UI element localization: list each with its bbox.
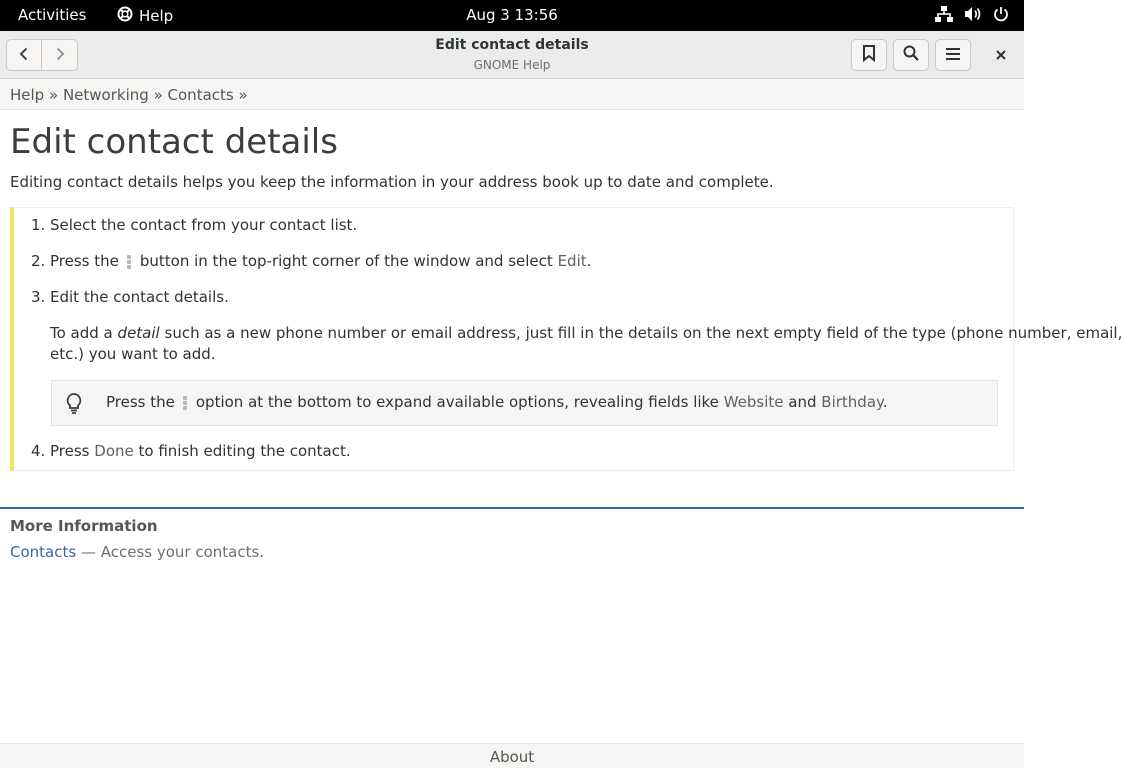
power-icon[interactable]	[993, 6, 1009, 22]
step-number: 1.	[31, 216, 46, 234]
clock-label[interactable]: Aug 3 13:56	[466, 6, 558, 24]
window-subtitle: GNOME Help	[473, 58, 551, 72]
step-number: 2.	[31, 252, 46, 270]
gui-label-birthday: Birthday	[821, 393, 883, 411]
gui-label-edit: Edit	[557, 252, 587, 270]
about-link[interactable]: About	[489, 748, 535, 766]
gui-label-done: Done	[94, 442, 134, 460]
section-divider	[0, 507, 1024, 509]
detail-emphasis: detail	[117, 324, 160, 342]
bookmark-button[interactable]	[851, 39, 887, 71]
lifebuoy-icon	[117, 6, 133, 26]
step-text: Press Done to finish editing the contact.	[50, 442, 351, 460]
contacts-link-description: — Access your contacts.	[80, 543, 265, 561]
kebab-menu-icon	[183, 395, 188, 411]
close-window-button[interactable]	[985, 39, 1017, 71]
network-icon[interactable]	[935, 6, 953, 22]
breadcrumb	[0, 79, 1024, 110]
breadcrumb-separator: »	[238, 86, 248, 104]
breadcrumb-link-help[interactable]: Help	[10, 86, 45, 104]
tip-note	[51, 380, 998, 426]
intro-paragraph: Editing contact details helps you keep the information in your address book up to date and complete.	[10, 173, 774, 191]
bookmark-icon	[862, 45, 876, 65]
main-menu-button[interactable]	[935, 39, 971, 71]
app-name-label: Help	[139, 7, 174, 25]
search-button[interactable]	[893, 39, 929, 71]
step-number: 4.	[31, 442, 46, 460]
window-title: Edit contact details	[435, 37, 589, 53]
step-text: Edit the contact details.	[50, 288, 229, 306]
gui-label-website: Website	[723, 393, 784, 411]
volume-icon[interactable]	[964, 6, 982, 22]
activities-button[interactable]: Activities	[18, 6, 87, 24]
more-information-link-row	[10, 543, 264, 561]
contacts-link[interactable]: Contacts	[10, 543, 77, 561]
hamburger-menu-icon	[945, 46, 961, 65]
step-number: 3.	[31, 288, 46, 306]
breadcrumb-link-contacts[interactable]: Contacts	[167, 86, 234, 104]
close-icon	[995, 46, 1007, 65]
tip-note-text: Press the option at the bottom to expand available options, revealing fields like Website and Birthday.	[106, 393, 888, 411]
step-text: Select the contact from your contact list.	[50, 216, 358, 234]
footer	[0, 743, 1024, 768]
header-bar	[0, 31, 1024, 79]
kebab-menu-icon	[127, 254, 132, 270]
page-title: Edit contact details	[10, 122, 338, 162]
more-information-heading: More Information	[10, 517, 158, 535]
breadcrumb-separator: »	[48, 86, 59, 104]
app-menu-button[interactable]	[117, 6, 173, 26]
step-text: Press the button in the top-right corner of the window and select Edit.	[50, 252, 592, 270]
top-bar	[0, 0, 1024, 31]
lightbulb-icon	[64, 392, 84, 418]
search-icon	[903, 45, 919, 65]
steps-list: 1. Select the contact from your contact list. 2. Press the button in the top-right corner of the window and select Edit. 3. Edit the contact details. To add a detail such as a new phone number or email address, just fill in the details on the next empty field of the type (phone number, email, etc.) you want to add. Press the option at the bottom to expand available options, revealing fields like Website and Birthday. 4. Press Done to finish editing the contact.	[10, 207, 1014, 471]
breadcrumb-link-networking[interactable]: Networking	[62, 86, 149, 104]
breadcrumb-separator: »	[153, 86, 163, 104]
system-tray[interactable]	[935, 6, 1009, 22]
